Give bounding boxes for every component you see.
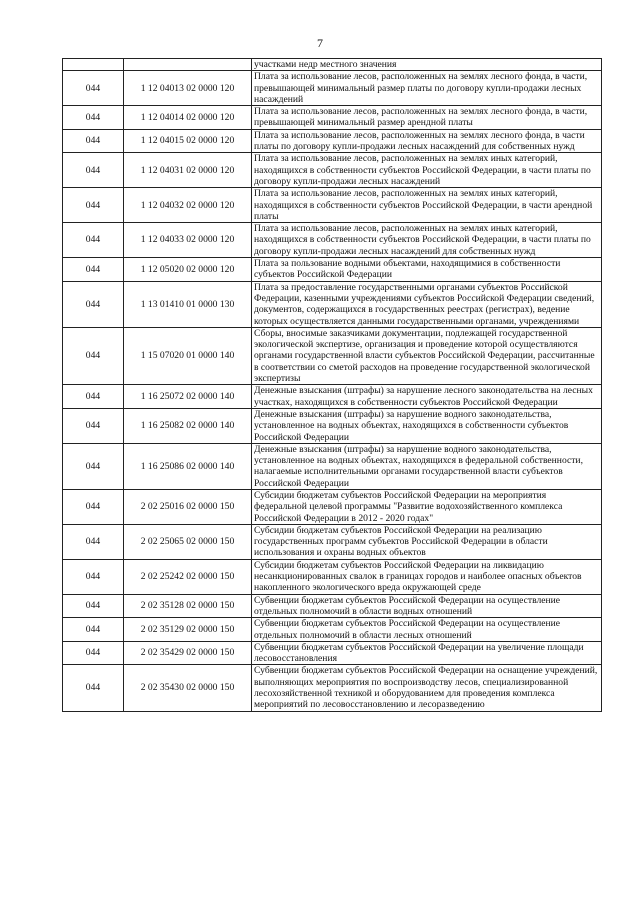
admin-code-cell: 044 (63, 641, 124, 665)
budget-code-cell: 2 02 35128 02 0000 150 (124, 594, 252, 618)
table-row (63, 153, 602, 188)
table-row (63, 327, 602, 384)
admin-code-cell: 044 (63, 489, 124, 524)
budget-code-cell: 1 12 04014 02 0000 120 (124, 106, 252, 130)
table-row (63, 258, 602, 282)
income-name-cell: Плата за использование лесов, расположенных на землях иных категорий, находящихся в собственности субъектов Российской Федерации, в части платы по договору купли-продажи лесных насаждений (252, 153, 602, 188)
table-row (63, 385, 602, 409)
income-name-cell: Субсидии бюджетам субъектов Российской Федерации на реализацию государственных программ субъектов Российской Федерации в области использования и охраны водных объектов (252, 524, 602, 559)
budget-code-cell: 2 02 25065 02 0000 150 (124, 524, 252, 559)
table-row (63, 223, 602, 258)
table-row (63, 408, 602, 443)
table-row (63, 665, 602, 711)
income-name-cell: Плата за использование лесов, расположенных на землях лесного фонда, в части, превышающей минимальный размер платы по договору купли-продажи лесных насаждений (252, 71, 602, 106)
budget-code-cell: 1 12 04015 02 0000 120 (124, 129, 252, 153)
budget-code-cell: 2 02 25016 02 0000 150 (124, 489, 252, 524)
admin-code-cell: 044 (63, 327, 124, 384)
table-row (63, 524, 602, 559)
budget-code-cell: 1 13 01410 01 0000 130 (124, 281, 252, 327)
income-name-cell: Субвенции бюджетам субъектов Российской Федерации на увеличение площади лесовосстановления (252, 641, 602, 665)
budget-code-cell: 1 12 04013 02 0000 120 (124, 71, 252, 106)
admin-code-cell: 044 (63, 665, 124, 711)
income-name-cell: Плата за использование лесов, расположенных на землях лесного фонда, в части, превышающей минимальный размер арендной платы (252, 106, 602, 130)
admin-code-cell: 044 (63, 408, 124, 443)
table-row (63, 71, 602, 106)
admin-code-cell: 044 (63, 281, 124, 327)
income-name-cell: Субвенции бюджетам субъектов Российской Федерации на осуществление отдельных полномочий в области лесных отношений (252, 618, 602, 642)
admin-code-cell: 044 (63, 223, 124, 258)
admin-code-cell: 044 (63, 559, 124, 594)
admin-code-cell: 044 (63, 594, 124, 618)
admin-code-cell: 044 (63, 71, 124, 106)
income-name-cell: Субвенции бюджетам субъектов Российской Федерации на осуществление отдельных полномочий в области водных отношений (252, 594, 602, 618)
table-row (63, 559, 602, 594)
table-row (63, 641, 602, 665)
budget-code-cell: 1 12 04031 02 0000 120 (124, 153, 252, 188)
table-row (63, 443, 602, 489)
admin-code-cell (63, 59, 124, 71)
table-row (63, 129, 602, 153)
income-name-cell: Плата за пользование водными объектами, находящимися в собственности субъектов Российской Федерации (252, 258, 602, 282)
admin-code-cell: 044 (63, 129, 124, 153)
budget-code-cell (124, 59, 252, 71)
income-name-cell: участками недр местного значения (252, 59, 602, 71)
admin-code-cell: 044 (63, 153, 124, 188)
budget-code-cell: 2 02 25242 02 0000 150 (124, 559, 252, 594)
income-name-cell: Плата за использование лесов, расположенных на землях иных категорий, находящихся в собственности субъектов Российской Федерации, в части арендной платы (252, 188, 602, 223)
table-row (63, 59, 602, 71)
income-name-cell: Субвенции бюджетам субъектов Российской Федерации на оснащение учреждений, выполняющих мероприятия по воспроизводству лесов, специализированной лесохозяйственной техникой и оборудованием для проведения комплекса мероприятий по лесовосстановлению и лесоразведению (252, 665, 602, 711)
admin-code-cell: 044 (63, 618, 124, 642)
income-name-cell: Денежные взыскания (штрафы) за нарушение водного законодательства, установленное на водных объектах, находящихся в федеральной собственности, налагаемые исполнительными органами государственной власти субъектов Российской Федерации (252, 443, 602, 489)
budget-code-cell: 1 15 07020 01 0000 140 (124, 327, 252, 384)
income-name-cell: Плата за использование лесов, расположенных на землях лесного фонда, в части платы по договору купли-продажи лесных насаждений для собственных нужд (252, 129, 602, 153)
admin-code-cell: 044 (63, 106, 124, 130)
budget-code-cell: 2 02 35129 02 0000 150 (124, 618, 252, 642)
table-row (63, 618, 602, 642)
budget-code-cell: 1 12 04032 02 0000 120 (124, 188, 252, 223)
budget-classification-table (62, 58, 602, 712)
income-name-cell: Плата за использование лесов, расположенных на землях иных категорий, находящихся в собственности субъектов Российской Федерации, в части платы по договору купли-продажи лесных насаждений для собственных нужд (252, 223, 602, 258)
table-row (63, 594, 602, 618)
budget-code-cell: 1 16 25072 02 0000 140 (124, 385, 252, 409)
table-row (63, 188, 602, 223)
income-name-cell: Плата за предоставление государственными органами субъектов Российской Федерации, казенными учреждениями субъектов Российской Федерации сведений, документов, содержащихся в государственных реестрах (регистрах), ведение которых осуществляется данными государственными органами, учреждениями (252, 281, 602, 327)
admin-code-cell: 044 (63, 188, 124, 223)
budget-code-cell: 2 02 35429 02 0000 150 (124, 641, 252, 665)
table-row (63, 106, 602, 130)
table-row (63, 281, 602, 327)
admin-code-cell: 044 (63, 258, 124, 282)
income-name-cell: Денежные взыскания (штрафы) за нарушение водного законодательства, установленное на водных объектах, находящихся в собственности субъектов Российской Федерации (252, 408, 602, 443)
admin-code-cell: 044 (63, 385, 124, 409)
budget-code-cell: 1 16 25086 02 0000 140 (124, 443, 252, 489)
budget-code-cell: 2 02 35430 02 0000 150 (124, 665, 252, 711)
budget-code-cell: 1 12 05020 02 0000 120 (124, 258, 252, 282)
budget-code-cell: 1 16 25082 02 0000 140 (124, 408, 252, 443)
admin-code-cell: 044 (63, 524, 124, 559)
page-number: 7 (317, 36, 323, 50)
income-name-cell: Субсидии бюджетам субъектов Российской Федерации на ликвидацию несанкционированных свалок в границах городов и наиболее опасных объектов накопленного экологического вреда окружающей среде (252, 559, 602, 594)
admin-code-cell: 044 (63, 443, 124, 489)
income-name-cell: Субсидии бюджетам субъектов Российской Федерации на мероприятия федеральной целевой программы "Развитие водохозяйственного комплекса Российской Федерации в 2012 - 2020 годах" (252, 489, 602, 524)
income-name-cell: Денежные взыскания (штрафы) за нарушение лесного законодательства на лесных участках, находящихся в собственности субъектов Российской Федерации (252, 385, 602, 409)
budget-code-cell: 1 12 04033 02 0000 120 (124, 223, 252, 258)
table-row (63, 489, 602, 524)
income-name-cell: Сборы, вносимые заказчиками документации, подлежащей государственной экологической экспертизе, организация и проведение которой осуществляются органами государственной власти субъектов Российской Федерации, рассчитанные в соответствии со сметой расходов на проведение государственной экологической экспертизы (252, 327, 602, 384)
